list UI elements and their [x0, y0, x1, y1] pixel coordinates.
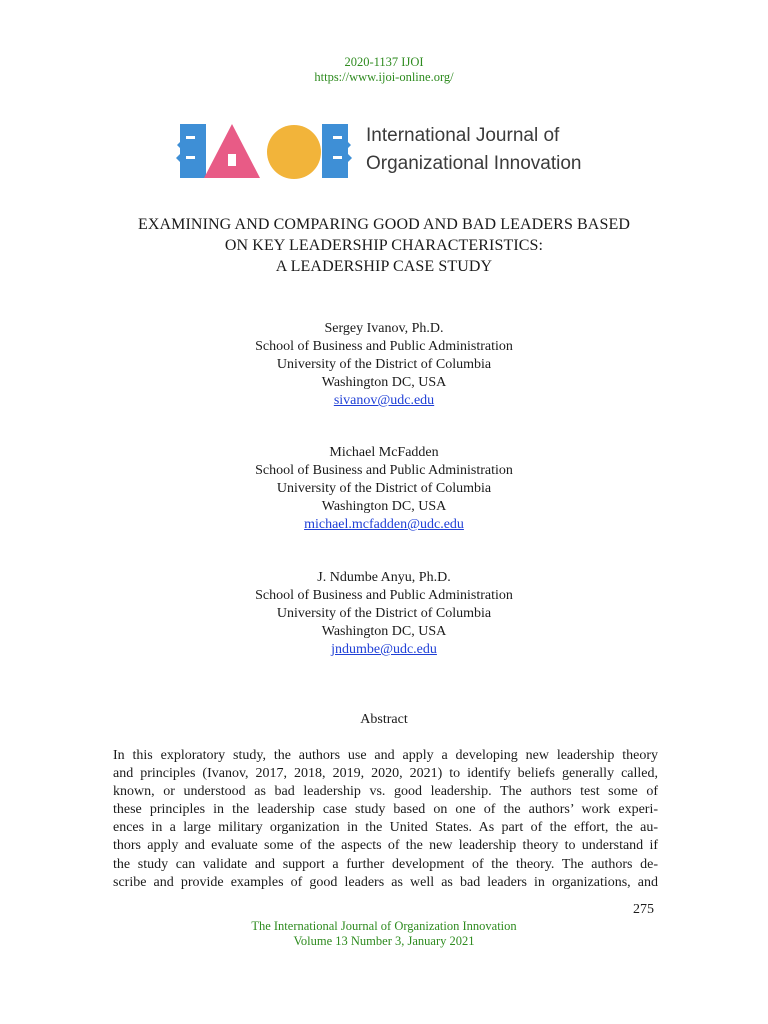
- page-number: 275: [633, 902, 654, 917]
- logo-text-line2: Organizational Innovation: [366, 153, 582, 174]
- author-school: School of Business and Public Administration: [255, 463, 513, 478]
- author-school: School of Business and Public Administration: [255, 588, 513, 603]
- journal-footer: [0, 919, 768, 949]
- logo-text: [366, 122, 581, 178]
- footer-journal-name: The International Journal of Organization Innovation: [251, 919, 517, 933]
- author-location: Washington DC, USA: [321, 499, 447, 514]
- author-email-link[interactable]: jndumbe@udc.edu: [331, 642, 437, 657]
- author-block-1: [0, 320, 768, 410]
- abstract-heading: Abstract: [360, 712, 408, 727]
- paper-title: [0, 214, 768, 277]
- author-email-link[interactable]: sivanov@udc.edu: [333, 393, 435, 408]
- abstract-line: these principles in the leadership case study based on one of the authors’ work experi-: [113, 802, 658, 818]
- abstract-line: scribe and provide examples of good leaders as well as bad leaders in organizations, and: [113, 874, 658, 890]
- abstract-line: the study can validate and support a further development of the theory. The authors de-: [113, 856, 658, 872]
- author-location: Washington DC, USA: [321, 624, 447, 639]
- author-name: J. Ndumbe Anyu, Ph.D.: [317, 570, 451, 585]
- author-block-2: [0, 444, 768, 534]
- abstract-line: thors apply and evaluate some of the aspects of the new leadership theory to understand if: [113, 838, 658, 854]
- journal-logo: [176, 118, 596, 184]
- journal-code: 2020-1137 IJOI: [344, 55, 424, 69]
- author-location: Washington DC, USA: [321, 375, 447, 390]
- abstract-line: In this exploratory study, the authors use and apply a developing new leadership theory: [113, 748, 658, 763]
- title-line-1: EXAMINING AND COMPARING GOOD AND BAD LEADERS BASED: [138, 216, 630, 233]
- logo-text-line1: International Journal of: [366, 125, 560, 146]
- author-block-3: [0, 569, 768, 659]
- abstract-line: ences in a large military organization in the United States. As part of the effort, the au-: [113, 820, 658, 836]
- journal-header: [0, 55, 768, 85]
- title-line-2: ON KEY LEADERSHIP CHARACTERISTICS:: [224, 237, 544, 254]
- author-university: University of the District of Columbia: [276, 357, 492, 372]
- logo-mark-icon: [176, 118, 366, 184]
- abstract-line: known, or understood as bad leadership vs. good leadership. The authors test some of: [113, 784, 658, 800]
- title-line-3: A LEADERSHIP CASE STUDY: [275, 258, 493, 275]
- abstract-body: [113, 747, 658, 892]
- author-school: School of Business and Public Administration: [255, 339, 513, 354]
- author-email-link[interactable]: michael.mcfadden@udc.edu: [304, 517, 464, 532]
- footer-volume: Volume 13 Number 3, January 2021: [293, 934, 475, 948]
- author-name: Michael McFadden: [329, 445, 439, 460]
- abstract-line: and principles (Ivanov, 2017, 2018, 2019, 2020, 2021) to identify beliefs generally called,: [113, 766, 658, 782]
- journal-url[interactable]: https://www.ijoi-online.org/: [314, 70, 454, 84]
- author-university: University of the District of Columbia: [276, 481, 492, 496]
- author-university: University of the District of Columbia: [276, 606, 492, 621]
- author-name: Sergey Ivanov, Ph.D.: [324, 321, 444, 336]
